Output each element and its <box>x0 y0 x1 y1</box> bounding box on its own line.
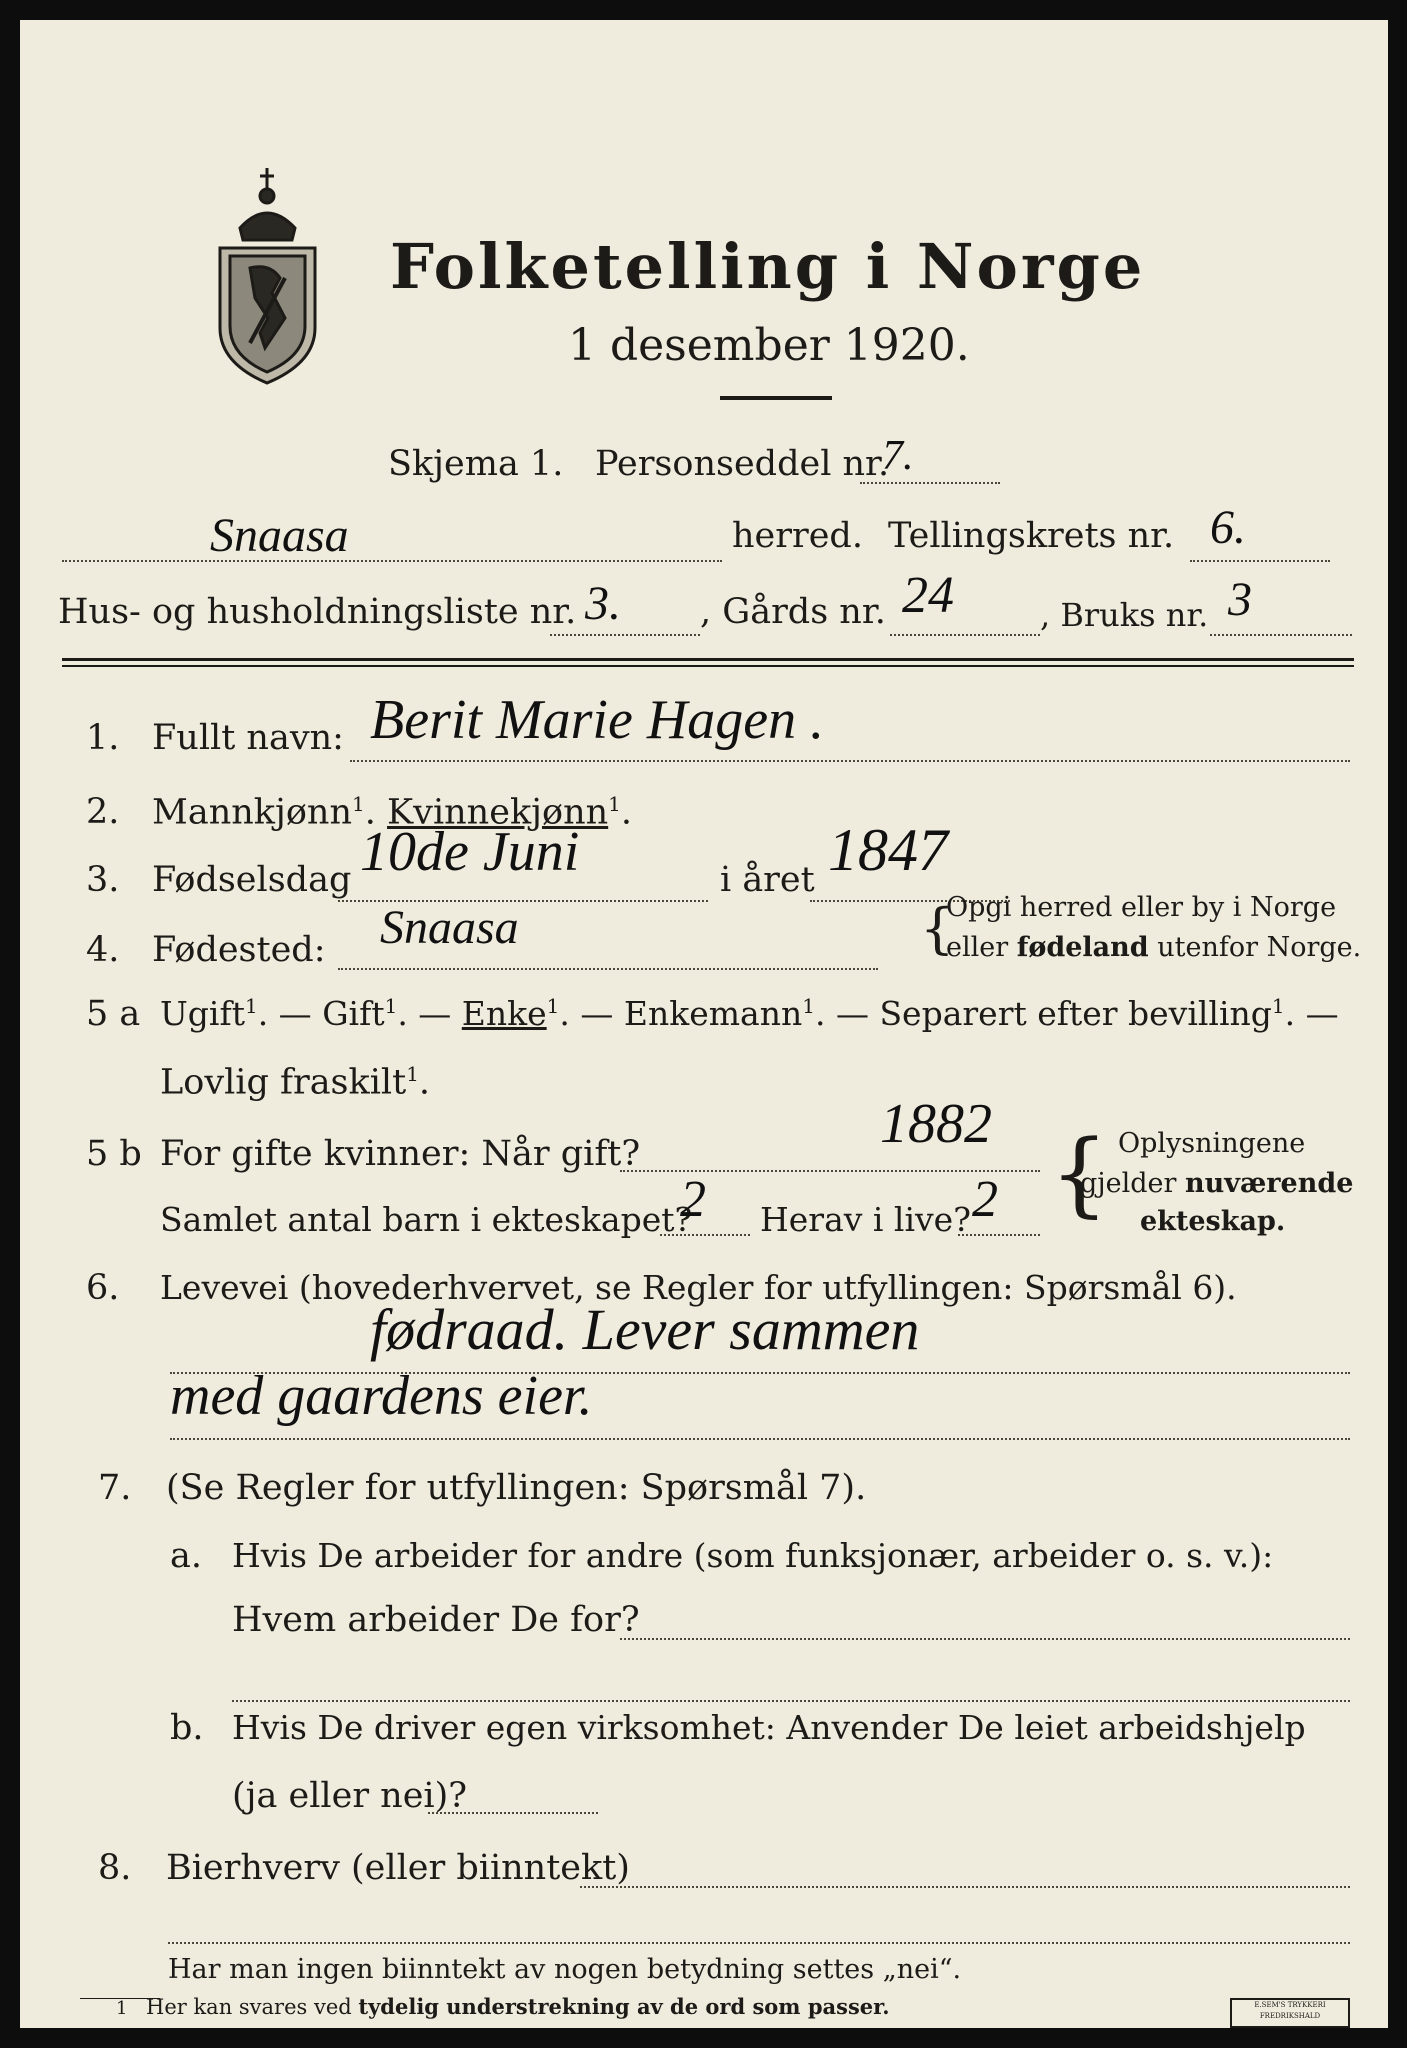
q7-number: 7. <box>98 1468 132 1508</box>
q7a-question: Hvem arbeider De for? <box>232 1600 640 1640</box>
q3-label: Fødselsdag <box>152 860 352 900</box>
bruks-line <box>1210 634 1352 636</box>
full-name-value: Berit Marie Hagen . <box>370 689 825 751</box>
footnote-number: 1 <box>116 1998 128 2019</box>
form-title: Folketelling i Norge <box>390 230 1146 303</box>
herred-value: Snaasa <box>210 509 349 562</box>
header-rule <box>62 658 1354 661</box>
bruks-value: 3 <box>1228 573 1252 626</box>
q8-label: Bierhverv (eller biinntekt) <box>166 1848 630 1888</box>
census-form-sheet <box>20 20 1388 2028</box>
q1-label: Fullt navn: <box>152 718 344 758</box>
q7b-letter: b. <box>170 1708 204 1748</box>
employer-line2 <box>232 1700 1350 1702</box>
no-income-note: Har man ingen biinntekt av nogen betydning settes „nei“. <box>168 1954 962 1985</box>
hired-help-line <box>428 1812 598 1814</box>
personseddel-line <box>860 482 1000 484</box>
husliste-line <box>550 634 700 636</box>
birthday-value: 10de Juni <box>360 821 580 883</box>
herred-line <box>62 560 722 562</box>
female-option-underlined: Kvinnekjønn <box>387 792 609 833</box>
q7b-question: (ja eller nei)? <box>232 1776 468 1816</box>
q5a-number: 5 a <box>86 994 141 1034</box>
side-income-line2 <box>168 1942 1350 1944</box>
q5b-brace: { <box>1050 1120 1109 1227</box>
gards-value: 24 <box>902 567 954 624</box>
tellingskrets-line <box>1190 560 1330 562</box>
q6-label: Levevei (hovederhvervet, se Regler for utfyllingen: Spørsmål 6). <box>160 1268 1237 1307</box>
gards-label: , Gårds nr. <box>700 592 886 632</box>
footnote-text: Her kan svares ved tydelig understrekning av de ord som passer. <box>146 1994 890 2019</box>
q5b-note-line3: ekteskap. <box>1140 1206 1286 1237</box>
bruks-label: , Bruks nr. <box>1040 596 1209 634</box>
q2-number: 2. <box>86 792 120 832</box>
personseddel-label: Personseddel nr. <box>595 444 890 484</box>
q4-brace: { <box>920 897 955 960</box>
marital-status-options: Ugift$^1$. — Gift$^1$. — Enke$^1$. — Enkemann$^1$. — Separert efter bevilling$^1$. — <box>160 994 1339 1033</box>
q5b-note-line1: Oplysningene <box>1118 1128 1306 1159</box>
occupation-line2 <box>170 1438 1350 1440</box>
q1-number: 1. <box>86 718 120 758</box>
q4-number: 4. <box>86 930 120 970</box>
q5b-note-line2: gjelder nuværende <box>1080 1168 1354 1199</box>
male-option: Mannkjønn <box>152 792 353 833</box>
husliste-label: Hus- og husholdningsliste nr. <box>58 592 577 632</box>
q7-label: (Se Regler for utfyllingen: Spørsmål 7). <box>166 1468 867 1508</box>
married-year-value: 1882 <box>880 1093 992 1155</box>
birthplace-line <box>338 968 878 970</box>
personseddel-value: 7. <box>882 433 914 479</box>
q3-number: 3. <box>86 860 120 900</box>
birth-year-value: 1847 <box>828 817 948 883</box>
census-date: 1 desember 1920. <box>568 320 970 371</box>
children-value: 2 <box>680 1171 706 1228</box>
q4-label: Fødested: <box>152 930 326 970</box>
occupation-value-line1: fødraad. Lever sammen <box>370 1297 920 1362</box>
husliste-value: 3. <box>585 577 621 630</box>
employer-line <box>620 1638 1350 1640</box>
printer-mark: E.SEM'S TRYKKERI FREDRIKSHALD <box>1230 1998 1350 2028</box>
enke-option-underlined: Enke <box>461 994 547 1033</box>
header-rule-inner <box>62 665 1354 667</box>
year-label: i året <box>720 860 815 900</box>
title-divider <box>720 396 832 400</box>
q4-note-line2: eller fødeland utenfor Norge. <box>946 932 1362 963</box>
alive-line <box>958 1234 1040 1236</box>
fraskilt-option: Lovlig fraskilt$^1$. <box>160 1062 431 1103</box>
q5b-label: For gifte kvinner: Når gift? <box>160 1134 641 1174</box>
children-label: Samlet antal barn i ekteskapet? <box>160 1200 693 1239</box>
alive-value: 2 <box>972 1171 998 1228</box>
sex-options: Mannkjønn$^1$. Kvinnekjønn$^1$. <box>152 792 633 833</box>
q7a-text: Hvis De arbeider for andre (som funksjonær, arbeider o. s. v.): <box>232 1536 1274 1575</box>
skjema-label: Skjema 1. <box>388 444 564 484</box>
q5b-number: 5 b <box>86 1134 142 1174</box>
gards-line <box>890 634 1040 636</box>
tellingskrets-label: Tellingskrets nr. <box>888 516 1175 556</box>
birthplace-value: Snaasa <box>380 901 519 954</box>
tellingskrets-value: 6. <box>1210 501 1246 554</box>
q8-number: 8. <box>98 1848 132 1888</box>
q6-number: 6. <box>86 1268 120 1308</box>
alive-label: Herav i live? <box>760 1200 971 1239</box>
children-line <box>660 1234 750 1236</box>
side-income-line <box>580 1886 1350 1888</box>
herred-label: herred. <box>732 516 863 556</box>
q4-note-line1: Opgi herred eller by i Norge <box>946 892 1337 923</box>
norway-coat-of-arms-icon <box>210 158 325 388</box>
q1-line <box>350 760 1350 762</box>
q7a-letter: a. <box>170 1536 202 1576</box>
q7b-text: Hvis De driver egen virksomhet: Anvender De leiet arbeidshjelp <box>232 1708 1306 1747</box>
occupation-value-line2: med gaardens eier. <box>170 1365 593 1427</box>
